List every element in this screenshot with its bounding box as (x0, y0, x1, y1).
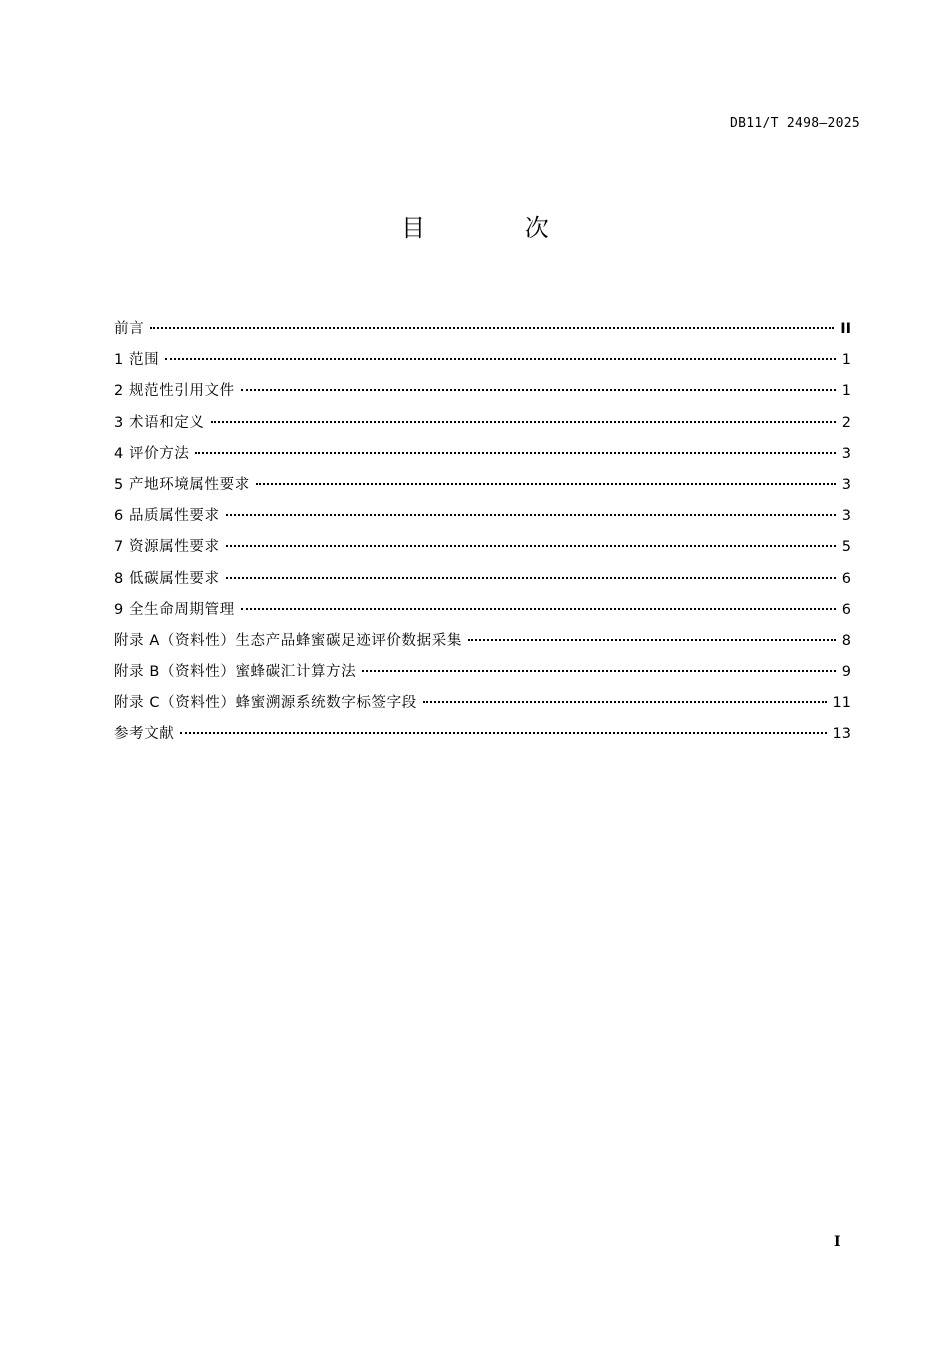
toc-dot-leader (211, 421, 836, 423)
toc-entry-page: 1 (841, 352, 851, 369)
toc-entry-page: 3 (841, 476, 851, 493)
toc-entry[interactable] (114, 474, 851, 505)
toc-entry-page: 8 (841, 632, 851, 649)
toc-entry-label: 1 范围 (114, 352, 160, 369)
toc-entry-label: 7 资源属性要求 (114, 539, 220, 556)
toc-entry[interactable] (114, 536, 851, 567)
toc-entry-label: 4 评价方法 (114, 445, 190, 462)
toc-entry-label: 前言 (114, 321, 145, 337)
toc-dot-leader (241, 608, 836, 610)
toc-dot-leader (256, 483, 836, 485)
toc-entry-label: 6 品质属性要求 (114, 508, 220, 525)
toc-dot-leader (180, 732, 826, 734)
toc-entry-page: 1 (841, 383, 851, 400)
toc-dot-leader (362, 670, 836, 672)
toc-entry[interactable] (114, 505, 851, 536)
toc-entry-label: 2 规范性引用文件 (114, 383, 235, 400)
toc-entry[interactable] (114, 661, 851, 692)
toc-entry-label: 附录 B（资料性）蜜蜂碳汇计算方法 (114, 664, 357, 681)
toc-entry-page: 3 (841, 508, 851, 525)
toc-dot-leader (241, 389, 836, 391)
toc-entry-page: 6 (841, 570, 851, 587)
document-code: DB11/T 2498—2025 (729, 116, 860, 131)
toc-entry[interactable] (114, 568, 851, 599)
toc-entry[interactable] (114, 723, 851, 754)
toc-entry-page: 11 (832, 695, 851, 712)
toc-entry[interactable] (114, 443, 851, 474)
toc-entry[interactable] (114, 412, 851, 443)
toc-entry-page: 3 (841, 445, 851, 462)
toc-entry-label: 附录 A（资料性）生态产品蜂蜜碳足迹评价数据采集 (114, 632, 462, 649)
page-number: I (834, 1234, 841, 1250)
toc-entry-page: 2 (841, 414, 851, 431)
toc-dot-leader (165, 358, 836, 360)
toc-entry-page: II (840, 321, 851, 337)
toc-entry-label: 5 产地环境属性要求 (114, 476, 250, 493)
toc-entry-page: 9 (841, 664, 851, 681)
toc-entry-page: 5 (841, 539, 851, 556)
toc-entry-label: 参考文献 (114, 726, 175, 743)
toc-entry-label: 3 术语和定义 (114, 414, 205, 431)
toc-entry[interactable] (114, 692, 851, 723)
toc-entry[interactable] (114, 380, 851, 411)
toc-dot-leader (195, 452, 835, 454)
toc-entry[interactable] (114, 599, 851, 630)
toc-entry-page: 6 (841, 601, 851, 618)
toc-entry-page: 13 (832, 726, 851, 743)
toc-entry-label: 附录 C（资料性）蜂蜜溯源系统数字标签字段 (114, 695, 417, 712)
toc-entry-label: 8 低碳属性要求 (114, 570, 220, 587)
toc-dot-leader (468, 639, 836, 641)
toc-entry[interactable] (114, 318, 851, 349)
toc-dot-leader (226, 514, 836, 516)
table-of-contents (114, 318, 851, 755)
toc-dot-leader (226, 577, 836, 579)
toc-title: 目 次 (401, 214, 595, 242)
toc-entry[interactable] (114, 630, 851, 661)
toc-dot-leader (226, 545, 836, 547)
toc-dot-leader (423, 701, 827, 703)
toc-entry[interactable] (114, 349, 851, 380)
toc-dot-leader (150, 327, 834, 329)
toc-entry-label: 9 全生命周期管理 (114, 601, 235, 618)
